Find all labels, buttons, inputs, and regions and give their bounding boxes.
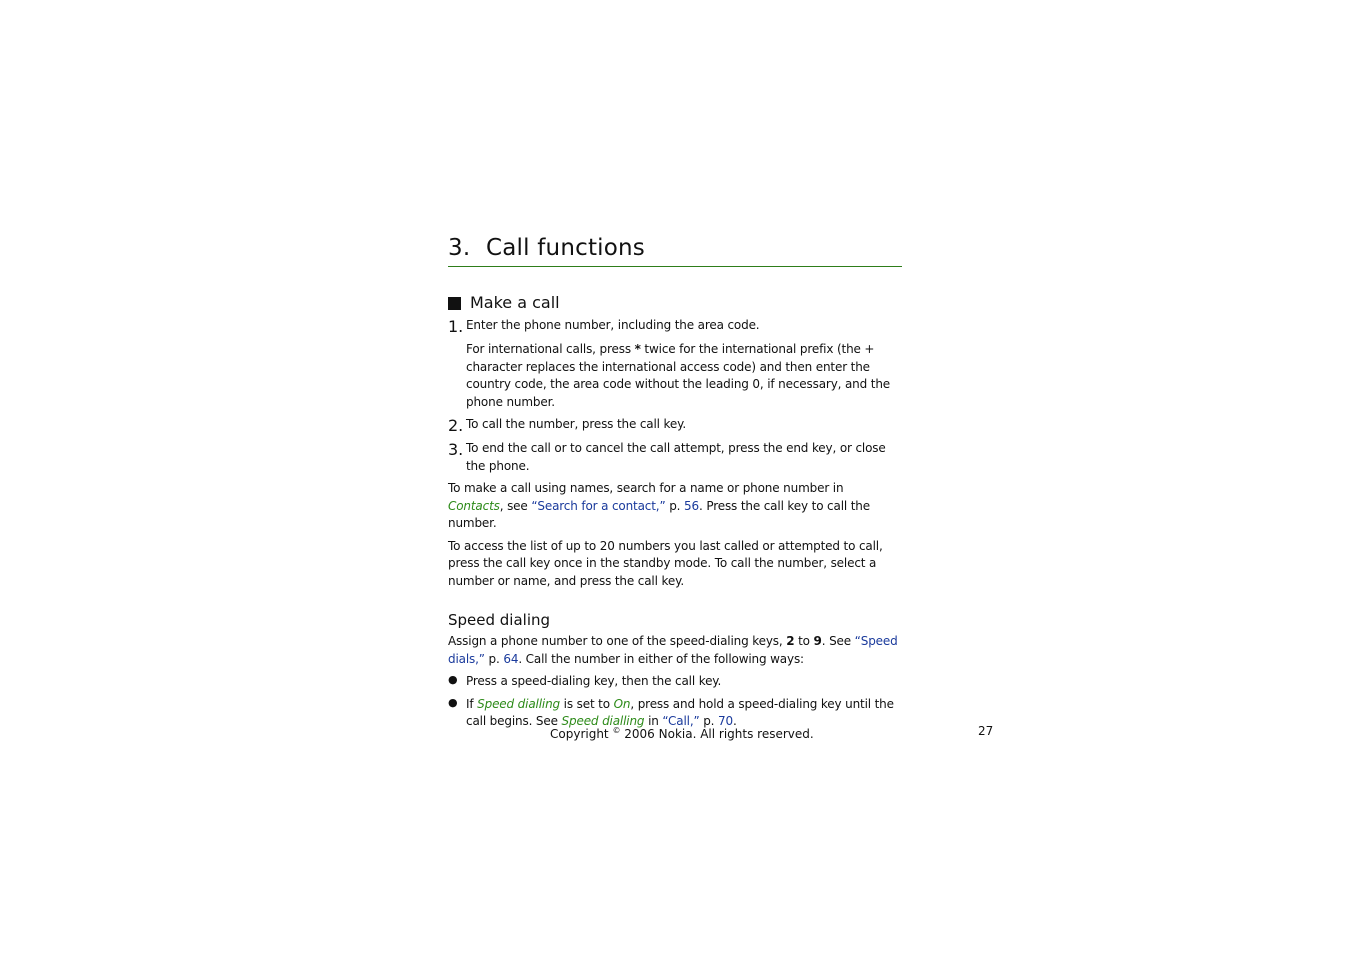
text: to [794,634,814,648]
section-heading [448,292,902,314]
key-9: 9 [813,634,822,648]
step-3 [448,440,902,475]
star-key: * [634,342,641,356]
bullet-icon: ● [448,695,458,709]
text: . Press the call key to call the number. [448,498,870,530]
text: , see [499,498,532,513]
text: p. [699,714,719,728]
link-call[interactable]: “Call,” [662,714,700,728]
step-2 [448,416,902,435]
text: Assign a phone number to one of the speed-dialing keys, [448,634,787,648]
square-bullet-icon [448,297,461,310]
step-number: 1. [448,317,464,336]
page-number: 27 [978,724,994,738]
note-text: For international calls, press [466,342,635,356]
menu-term-contacts: Contacts [448,498,500,513]
text: . Call the number in either of the following ways: [518,651,804,666]
section-title: Make a call [470,293,560,312]
copyright-footer [550,723,814,742]
step-number: 3. [448,440,464,459]
menu-term-speed-dialling: Speed dialling [477,696,561,711]
chapter-number: 3. [448,235,471,261]
text: p. [665,498,685,513]
text: in [644,714,663,728]
text: Copyright [550,727,613,741]
link-search-for-contact[interactable]: “Search for a contact,” [531,498,666,513]
step-1-note [448,341,902,411]
text: p. [484,651,504,666]
bullet-item [448,673,902,691]
bullet-text: Press a speed-dialing key, then the call key. [466,674,722,688]
copyright-symbol: © [612,726,621,735]
step-text: To call the number, press the call key. [466,417,687,431]
speed-dial-intro [448,633,902,668]
paragraph-names [448,480,902,533]
link-page-56[interactable]: 56 [684,498,699,513]
manual-page [448,232,902,731]
text: To make a call using names, search for a name or phone number in [448,481,844,495]
step-number: 2. [448,416,464,435]
chapter-title: Call functions [486,235,645,261]
note-text: twice for the international prefix (the + character replaces the international access code) and then enter the country code, the area code without the leading 0, if necessary, and the phone number. [466,342,891,409]
link-page-64[interactable]: 64 [503,651,519,666]
link-page-70[interactable]: 70 [718,714,733,728]
text: is set to [560,696,614,711]
chapter-heading [448,232,902,267]
menu-term-on: On [613,696,631,711]
text: 2006 Nokia. All rights reserved. [620,727,814,741]
step-text: Enter the phone number, including the area code. [466,318,760,332]
text: If [466,696,478,711]
text: , press and hold a speed-dialing key until the call begins. See [466,696,894,728]
paragraph-call-list: To access the list of up to 20 numbers you last called or attempted to call, press the call key once in the standby mode. To call the number, select a number or name, and press the call key. [448,538,883,588]
text: . [733,714,737,728]
link-speed-dials[interactable]: “Speed dials,” [448,634,898,666]
step-1 [448,317,902,336]
step-text: To end the call or to cancel the call attempt, press the end key, or close the phone. [466,441,886,473]
subsection-title: Speed dialing [448,611,551,629]
text: . See [821,634,855,648]
menu-term-speed-dialling: Speed dialling [561,714,645,728]
bullet-icon: ● [448,673,458,686]
key-2: 2 [786,634,795,648]
